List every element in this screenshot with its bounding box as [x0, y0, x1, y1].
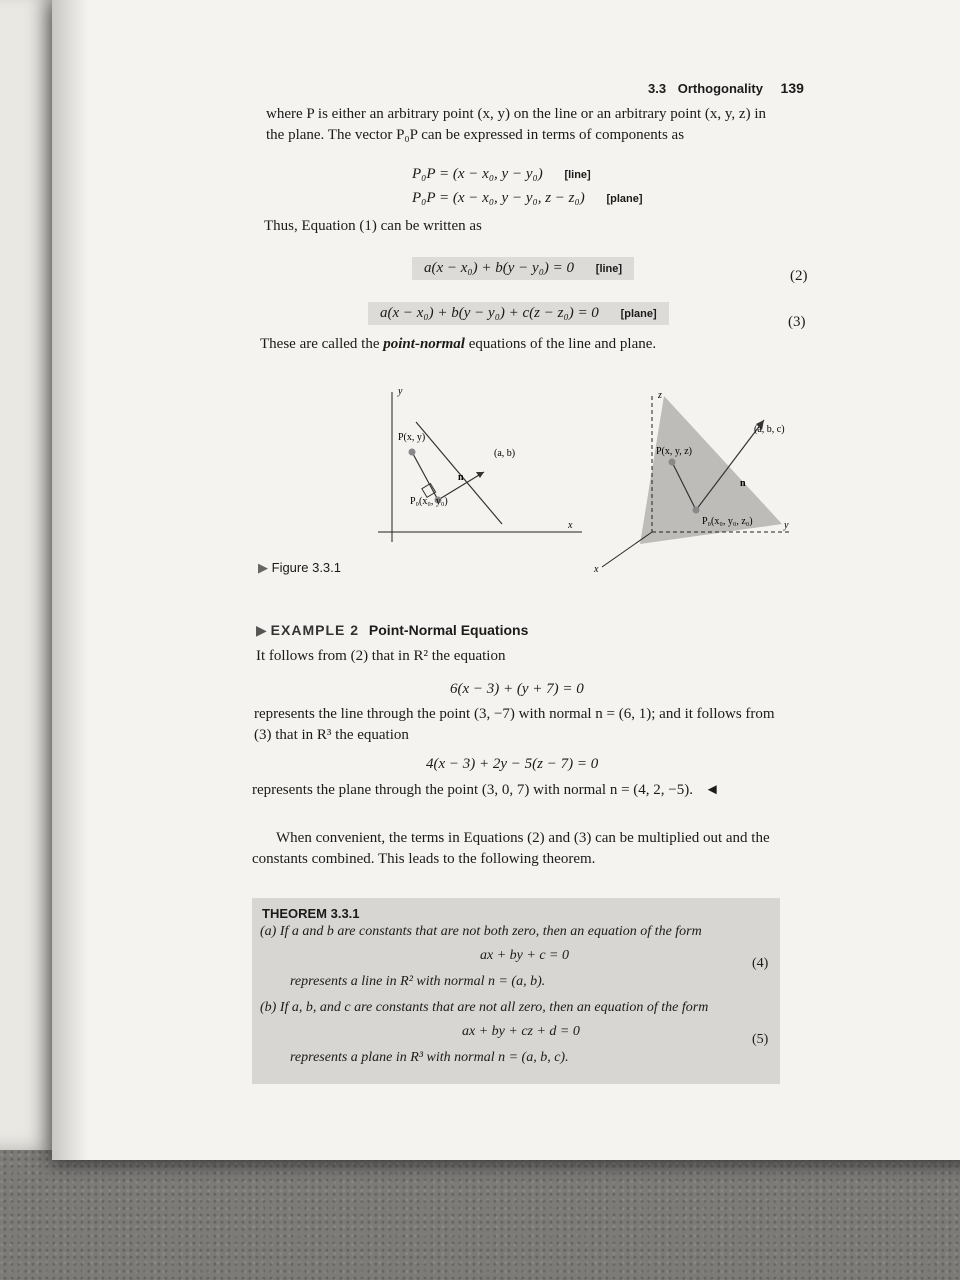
theorem-part-b: (b) If a, b, and c are constants that are not all zero, then an equation of the form [260, 1000, 709, 1015]
thus-text: Thus, Equation (1) can be written as [264, 218, 482, 234]
theorem-equation-5: ax + by + cz + d = 0 [462, 1024, 580, 1039]
label-x: x [568, 520, 573, 531]
label-y-3d: y [784, 520, 789, 531]
point-normal-paragraph: These are called the point-normal equations of the line and plane. [260, 336, 657, 352]
label-p0-3d: P₀(x₀, y₀, z₀) [702, 516, 753, 527]
theorem-part-a-result: represents a line in R² with normal n = (a, b). [290, 974, 546, 989]
theorem-part-b-result: represents a plane in R³ with normal n = (a, b, c). [290, 1050, 569, 1065]
theorem-equation-5-number: (5) [752, 1032, 769, 1047]
point-p0-3d [693, 507, 700, 514]
example-heading: ▶ EXAMPLE 2 Point-Normal Equations [256, 622, 529, 638]
normal-arrowhead [476, 472, 484, 478]
intro-paragraph [266, 104, 960, 146]
label-p-3d: P(x, y, z) [656, 446, 693, 457]
example-equation-1: 6(x − 3) + (y + 7) = 0 [450, 681, 584, 697]
example-text-3: represents the plane through the point (3, 0, 7) with normal n = (4, 2, −5). ◄ [252, 782, 720, 798]
figure-left-2d [378, 386, 582, 542]
section-number: 3.3 [648, 81, 667, 96]
figure-right-3d [593, 390, 792, 575]
theorem-title: THEOREM 3.3.1 [262, 906, 360, 921]
example-text-2: represents the line through the point (3, −7) with normal n = (6, 1); and it follows from (3) that in R³ the equation [254, 706, 775, 743]
convenient-paragraph: When convenient, the terms in Equations (2) and (3) can be multiplied out and the constants combined. This leads to the following theorem. [252, 830, 770, 867]
example-title: Point-Normal Equations [368, 622, 529, 638]
x-axis-3d [602, 532, 652, 567]
label-ab: (a, b) [494, 448, 516, 459]
equation-2: a(x − x₀) + b(y − y₀) = 0 [line] [412, 257, 634, 280]
theorem-box [252, 898, 780, 1084]
equation-2-number: (2) [790, 268, 808, 284]
theorem-part-a: (a) If a and b are constants that are not both zero, then an equation of the form [260, 924, 702, 939]
label-x-3d: x [594, 564, 599, 575]
label-p: P(x, y) [398, 432, 426, 443]
figure-caption: ▶ Figure 3.3.1 [258, 560, 341, 575]
component-plane-equation: P₀P = (x − x₀, y − y₀, z − z₀) [plane] [412, 190, 643, 206]
intro-line-1: where P is either an arbitrary point (x, y) on the line or an arbitrary point (x, y, z) in [266, 106, 766, 122]
point-normal-term: point-normal [383, 336, 465, 352]
intro-line-2: the plane. The vector P₀P can be expressed in terms of components as [266, 127, 685, 143]
equation-3-number: (3) [788, 314, 806, 330]
point-p [409, 449, 416, 456]
label-n: n [458, 472, 464, 483]
textbook-page [52, 0, 960, 1160]
page-number: 139 [780, 80, 804, 96]
label-p0: P₀(x₀, y₀) [410, 496, 448, 507]
example-text-1: It follows from (2) that in R² the equation [256, 648, 506, 664]
label-y: y [398, 386, 403, 397]
theorem-equation-4: ax + by + c = 0 [480, 948, 569, 963]
previous-page-edge [0, 0, 56, 1150]
figure-3-3-1 [372, 382, 872, 582]
end-of-example-mark: ◄ [704, 782, 720, 798]
label-abc: (a, b, c) [754, 424, 785, 435]
example-label: EXAMPLE 2 [270, 622, 360, 638]
equation-3: a(x − x₀) + b(y − y₀) + c(z − z₀) = 0 [plane] [368, 302, 669, 325]
label-z: z [658, 390, 662, 401]
example-equation-2: 4(x − 3) + 2y − 5(z − 7) = 0 [426, 756, 599, 772]
running-header [648, 80, 804, 96]
point-p-3d [669, 459, 676, 466]
component-line-equation: P₀P = (x − x₀, y − y₀) [line] [412, 166, 591, 182]
theorem-equation-4-number: (4) [752, 956, 769, 971]
section-title: Orthogonality [677, 81, 763, 96]
label-n-3d: n [740, 478, 746, 489]
